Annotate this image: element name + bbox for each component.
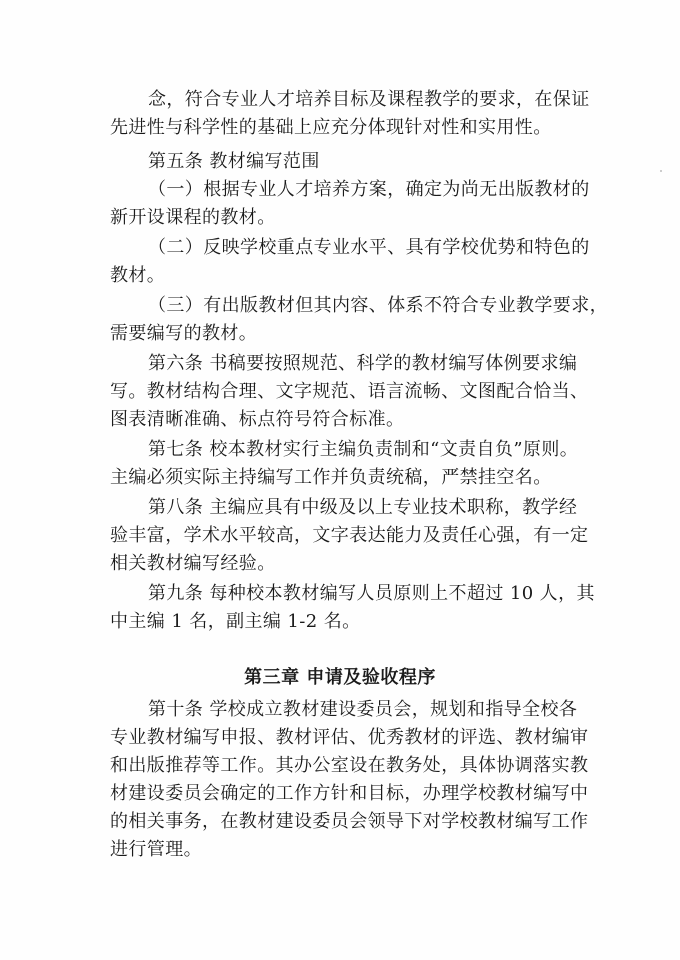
- text-line: 验丰富，学术水平较高，文字表达能力及责任心强，有一定: [110, 525, 589, 546]
- text-line: 念，符合专业人才培养目标及课程教学的要求，在保证: [148, 89, 590, 110]
- article-9: [110, 580, 598, 636]
- article-5-item-3: [110, 292, 608, 348]
- text-line: 主编必须实际主持编写工作并负责统稿，严禁挂空名。: [110, 467, 552, 488]
- text-line: 写。教材结构合理、文字规范、语言流畅、文图配合恰当、: [110, 381, 589, 402]
- text-line: 相关教材编写经验。: [110, 553, 276, 574]
- scan-speck: [660, 170, 662, 172]
- article-10: [110, 696, 598, 864]
- article-6: [110, 350, 598, 434]
- text-line: 第十条 学校成立教材建设委员会，规划和指导全校各: [148, 699, 578, 720]
- text-line: 专业教材编写申报、教材评估、优秀教材的评选、教材编审: [110, 727, 589, 748]
- text-line: 教材。: [110, 265, 166, 286]
- text-line: （一）根据专业人才培养方案，确定为尚无出版教材的: [148, 179, 590, 200]
- text-line: 中主编 1 名，副主编 1-2 名。: [110, 611, 361, 632]
- text-line: 第五条 教材编写范围: [148, 151, 320, 172]
- article-5-item-2: [110, 234, 598, 290]
- text-line: 先进性与科学性的基础上应充分体现针对性和实用性。: [110, 117, 552, 138]
- article-5-item-1: [110, 176, 598, 232]
- chapter-3-heading: 第三章 申请及验收程序: [244, 667, 436, 688]
- text-line: 第六条 书稿要按照规范、科学的教材编写体例要求编: [148, 353, 578, 374]
- article-5-title: [148, 148, 598, 176]
- text-line: 进行管理。: [110, 839, 202, 860]
- text-line: （二）反映学校重点专业水平、具有学校优势和特色的: [148, 237, 590, 258]
- text-line: 的相关事务，在教材建设委员会领导下对学校教材编写工作: [110, 811, 589, 832]
- text-line: 材建设委员会确定的工作方针和目标，办理学校教材编写中: [110, 783, 589, 804]
- text-line: 第七条 校本教材实行主编负责制和“文责自负”原则。: [148, 439, 579, 460]
- text-line: 第八条 主编应具有中级及以上专业技术职称，教学经: [148, 497, 578, 518]
- paragraph-intro-continuation: [110, 86, 598, 142]
- text-line: 需要编写的教材。: [110, 323, 258, 344]
- article-7: [110, 436, 598, 492]
- article-8: [110, 494, 598, 578]
- text-line: 第九条 每种校本教材编写人员原则上不超过 10 人，其: [148, 583, 595, 604]
- text-line: （三）有出版教材但其内容、体系不符合专业教学要求，: [148, 295, 608, 316]
- text-line: 新开设课程的教材。: [110, 207, 276, 228]
- text-line: 图表清晰准确、标点符号符合标准。: [110, 409, 405, 430]
- text-line: 和出版推荐等工作。其办公室设在教务处，具体协调落实教: [110, 755, 589, 776]
